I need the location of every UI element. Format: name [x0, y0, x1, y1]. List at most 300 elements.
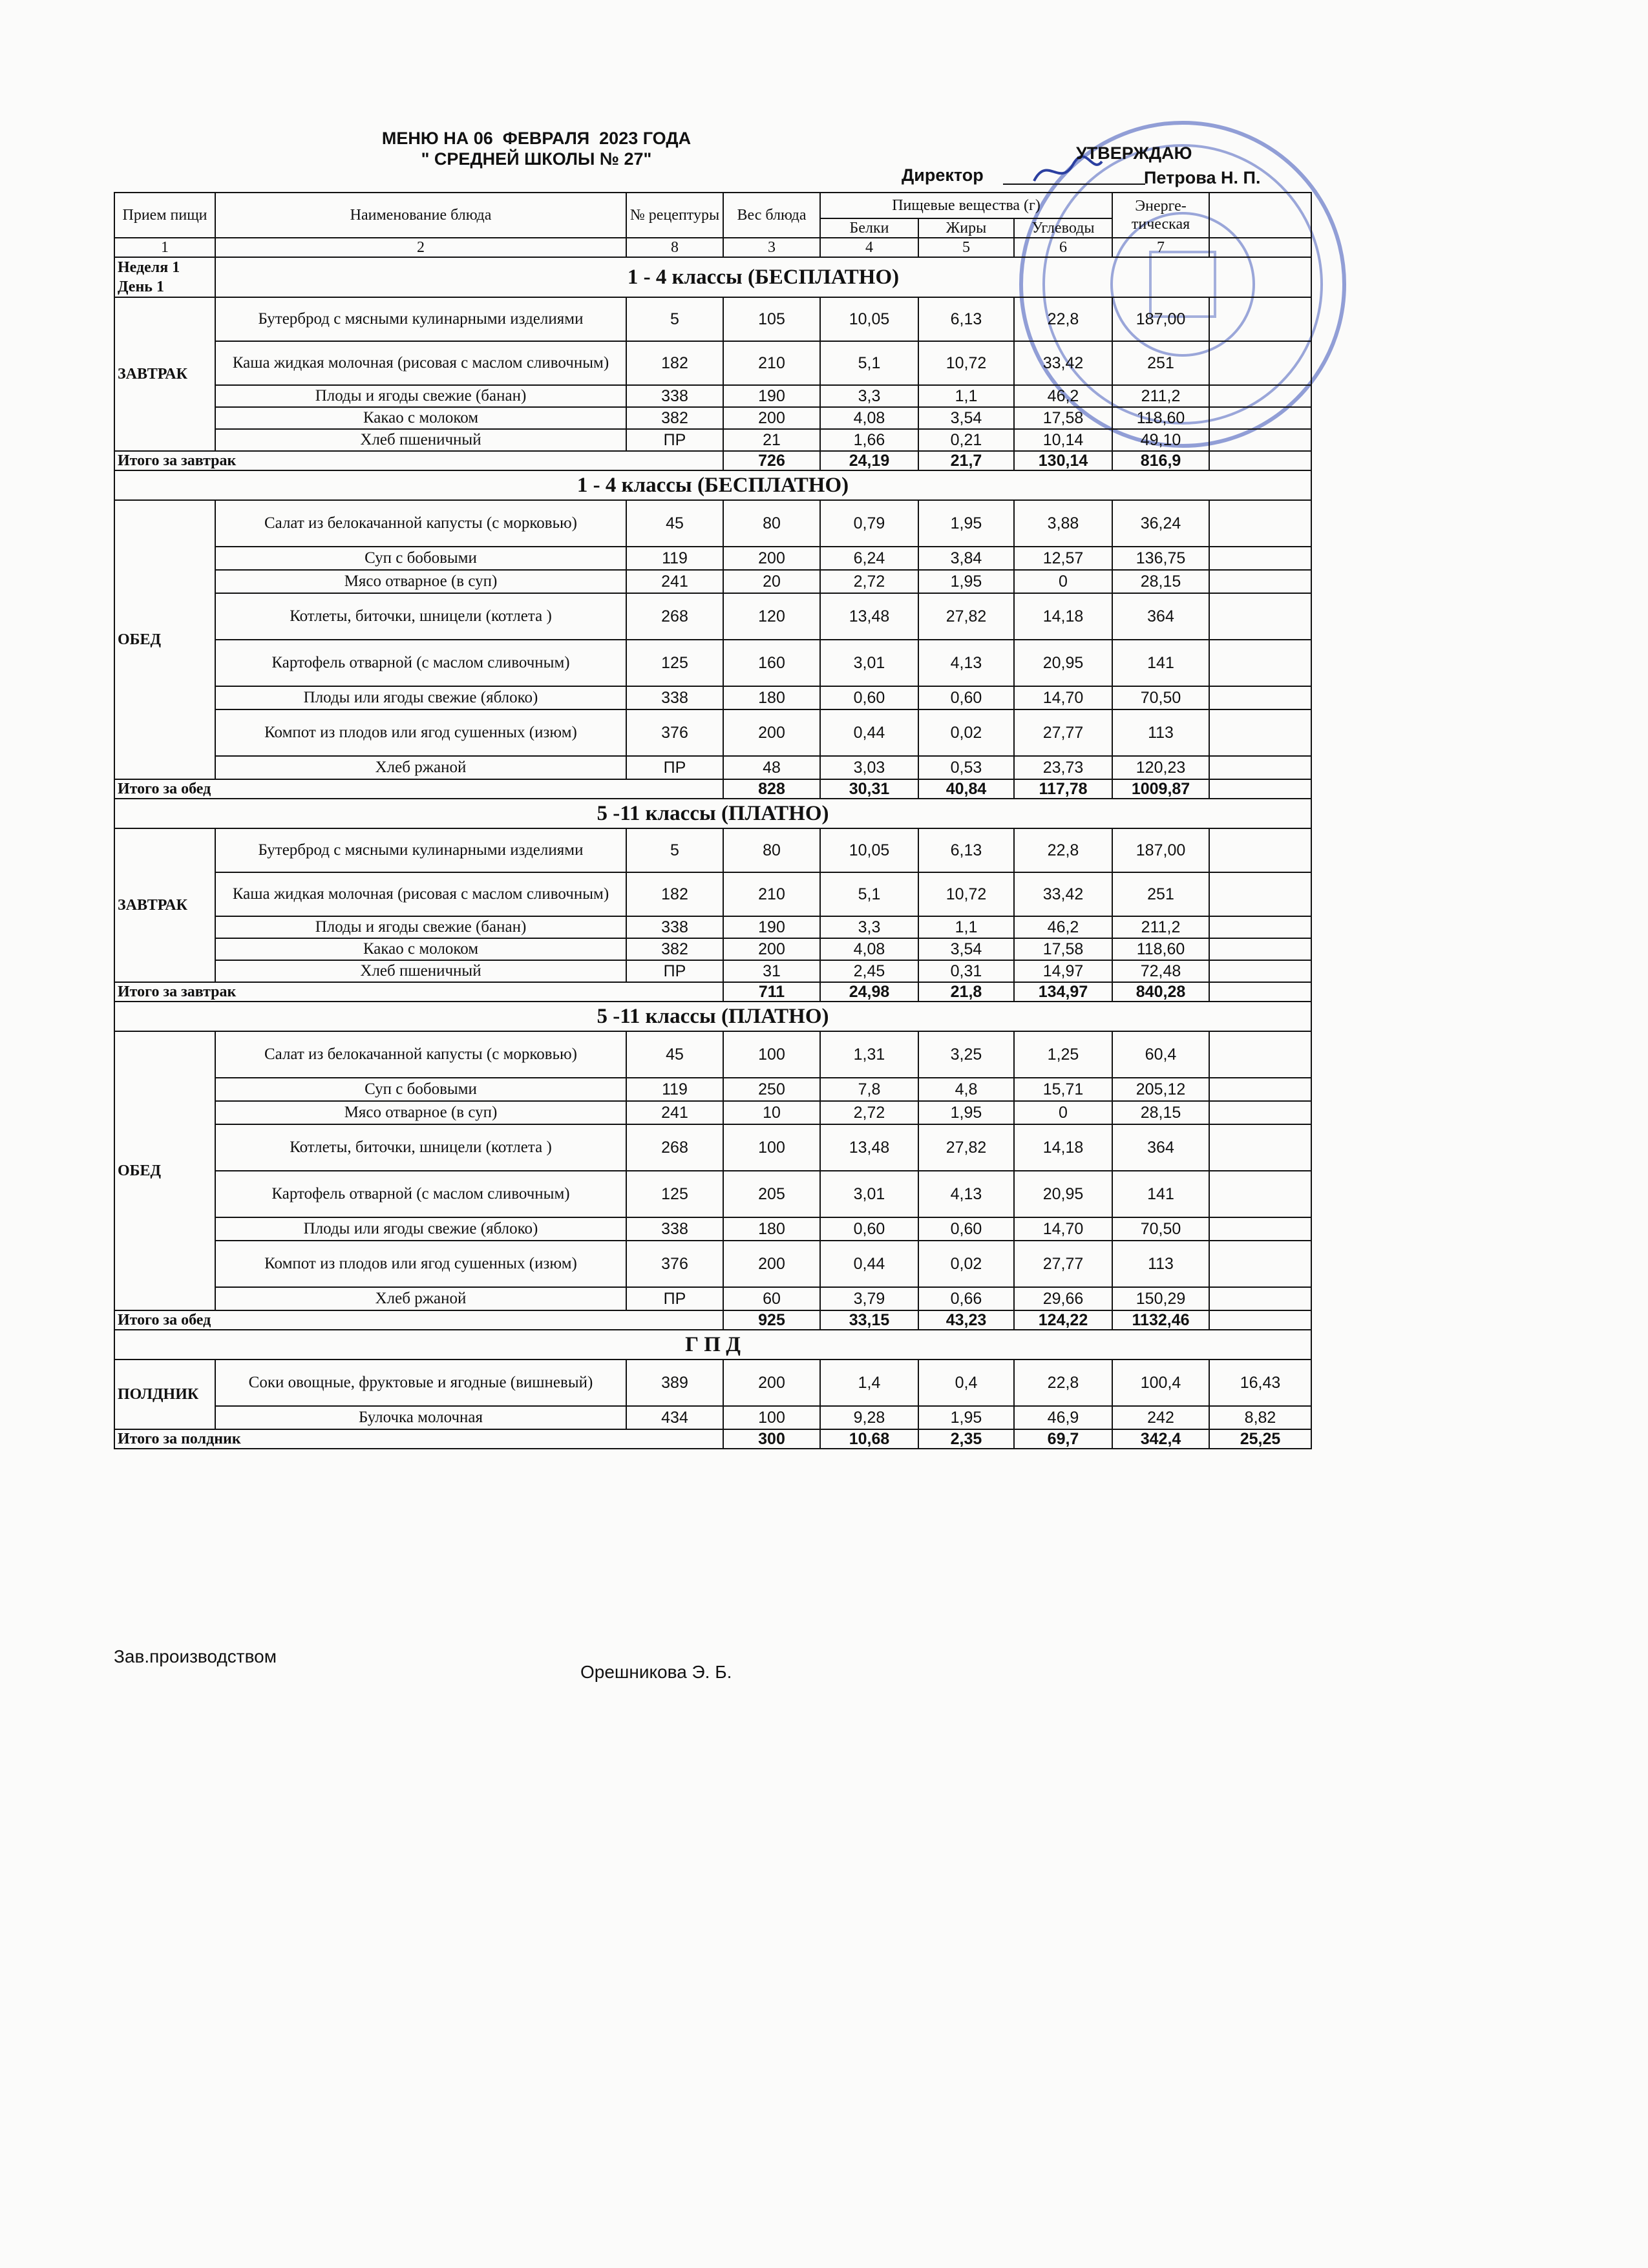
total-row — [114, 451, 1311, 470]
header-protein: Белки — [820, 218, 918, 238]
menu-row — [114, 1287, 1311, 1310]
document-title — [336, 128, 737, 169]
total-row — [114, 779, 1311, 799]
protein: 0,44 — [820, 1241, 918, 1287]
carbs: 14,18 — [1014, 1124, 1112, 1171]
empty-cell — [1209, 297, 1311, 341]
empty-cell — [1209, 756, 1311, 779]
dish-name: Булочка молочная — [215, 1406, 626, 1429]
total-label: Итого за обед — [114, 779, 723, 799]
energy: 120,23 — [1112, 756, 1209, 779]
protein: 2,72 — [820, 570, 918, 593]
dish-name: Мясо отварное (в суп) — [215, 1101, 626, 1124]
recipe-number: 45 — [626, 1031, 723, 1078]
energy: 60,4 — [1112, 1031, 1209, 1078]
carbs: 27,77 — [1014, 1241, 1112, 1287]
menu-row — [114, 407, 1311, 429]
carbs: 22,8 — [1014, 1360, 1112, 1406]
recipe-number: 382 — [626, 407, 723, 429]
header-dish: Наименование блюда — [215, 193, 626, 238]
recipe-number: 241 — [626, 570, 723, 593]
dish-name: Каша жидкая молочная (рисовая с маслом сливочным) — [215, 341, 626, 385]
protein: 10,05 — [820, 828, 918, 872]
dish-weight: 210 — [723, 341, 820, 385]
recipe-number: 338 — [626, 385, 723, 407]
empty-cell — [1209, 1124, 1311, 1171]
energy: 187,00 — [1112, 297, 1209, 341]
menu-row — [114, 429, 1311, 451]
recipe-number: 5 — [626, 297, 723, 341]
section-title: 5 -11 классы (ПЛАТНО) — [114, 1002, 1311, 1031]
empty-cell — [1209, 385, 1311, 407]
header-recipe: № рецептуры — [626, 193, 723, 238]
protein: 1,31 — [820, 1031, 918, 1078]
energy: 28,15 — [1112, 570, 1209, 593]
header-carbs: Углеводы — [1014, 218, 1112, 238]
lunch-free-group — [114, 500, 1311, 779]
meal-label: ОБЕД — [114, 1031, 215, 1310]
recipe-number: 45 — [626, 500, 723, 547]
energy: 242 — [1112, 1406, 1209, 1429]
protein: 0,60 — [820, 1217, 918, 1241]
dish-weight: 60 — [723, 1287, 820, 1310]
fat: 1,1 — [918, 385, 1014, 407]
protein: 0,79 — [820, 500, 918, 547]
energy: 211,2 — [1112, 916, 1209, 938]
empty-cell — [1209, 429, 1311, 451]
total-row — [114, 1429, 1311, 1449]
section-row-paid-1 — [114, 799, 1311, 828]
menu-row — [114, 570, 1311, 593]
empty-cell — [1209, 938, 1311, 960]
total-energy: 1009,87 — [1112, 779, 1209, 799]
protein: 2,45 — [820, 960, 918, 982]
dish-weight: 105 — [723, 297, 820, 341]
total-label: Итого за завтрак — [114, 451, 723, 470]
empty-cell — [1209, 1101, 1311, 1124]
menu-row — [114, 1171, 1311, 1217]
dish-weight: 80 — [723, 828, 820, 872]
lunch-paid-total — [114, 1310, 1311, 1330]
dish-weight: 160 — [723, 640, 820, 686]
header-fat: Жиры — [918, 218, 1014, 238]
protein: 13,48 — [820, 1124, 918, 1171]
protein: 6,24 — [820, 547, 918, 570]
energy: 364 — [1112, 1124, 1209, 1171]
menu-row — [114, 500, 1311, 547]
production-manager-name: Орешникова Э. Б. — [580, 1662, 732, 1682]
menu-row — [114, 938, 1311, 960]
total-protein: 10,68 — [820, 1429, 918, 1449]
energy: 70,50 — [1112, 1217, 1209, 1241]
fat: 4,8 — [918, 1078, 1014, 1101]
carbs: 0 — [1014, 1101, 1112, 1124]
carbs: 20,95 — [1014, 1171, 1112, 1217]
fat: 1,95 — [918, 1101, 1014, 1124]
menu-row — [114, 385, 1311, 407]
empty-cell — [1209, 916, 1311, 938]
energy: 118,60 — [1112, 407, 1209, 429]
recipe-number: ПР — [626, 756, 723, 779]
fat: 4,13 — [918, 1171, 1014, 1217]
menu-row — [114, 547, 1311, 570]
fat: 10,72 — [918, 872, 1014, 916]
dish-name: Плоды и ягоды свежие (банан) — [215, 385, 626, 407]
total-extra: 25,25 — [1209, 1429, 1311, 1449]
approve-label: УТВЕРЖДАЮ — [1076, 143, 1192, 163]
recipe-number: ПР — [626, 429, 723, 451]
dish-weight: 200 — [723, 1360, 820, 1406]
energy: 205,12 — [1112, 1078, 1209, 1101]
fat: 1,95 — [918, 1406, 1014, 1429]
empty-cell — [1209, 570, 1311, 593]
total-weight: 726 — [723, 451, 820, 470]
dish-name: Суп с бобовыми — [215, 1078, 626, 1101]
empty-cell — [1209, 1171, 1311, 1217]
empty-cell — [1209, 1287, 1311, 1310]
energy: 36,24 — [1112, 500, 1209, 547]
dish-name: Плоды или ягоды свежие (яблоко) — [215, 686, 626, 709]
carbs: 23,73 — [1014, 756, 1112, 779]
protein: 3,79 — [820, 1287, 918, 1310]
dish-name: Мясо отварное (в суп) — [215, 570, 626, 593]
fat: 6,13 — [918, 297, 1014, 341]
menu-row — [114, 1406, 1311, 1429]
dish-weight: 250 — [723, 1078, 820, 1101]
fat: 3,54 — [918, 407, 1014, 429]
extra: 16,43 — [1209, 1360, 1311, 1406]
total-fat: 21,8 — [918, 982, 1014, 1002]
energy: 28,15 — [1112, 1101, 1209, 1124]
approval-block — [902, 143, 1289, 189]
total-label: Итого за обед — [114, 1310, 723, 1330]
recipe-number: 268 — [626, 1124, 723, 1171]
energy: 49,10 — [1112, 429, 1209, 451]
title-line-1: МЕНЮ НА 06 ФЕВРАЛЯ 2023 ГОДА — [381, 129, 692, 148]
breakfast-free-group — [114, 297, 1311, 451]
carbs: 14,18 — [1014, 593, 1112, 640]
fat: 0,02 — [918, 1241, 1014, 1287]
empty-cell — [1209, 828, 1311, 872]
fat: 10,72 — [918, 341, 1014, 385]
menu-row — [114, 709, 1311, 756]
carbs: 27,77 — [1014, 709, 1112, 756]
recipe-number: 125 — [626, 1171, 723, 1217]
recipe-number: 119 — [626, 547, 723, 570]
recipe-number: 182 — [626, 872, 723, 916]
total-energy: 816,9 — [1112, 451, 1209, 470]
total-energy: 840,28 — [1112, 982, 1209, 1002]
fat: 0,66 — [918, 1287, 1014, 1310]
dish-name: Картофель отварной (с маслом сливочным) — [215, 640, 626, 686]
carbs: 14,70 — [1014, 686, 1112, 709]
menu-row — [114, 1241, 1311, 1287]
protein: 1,4 — [820, 1360, 918, 1406]
menu-row — [114, 960, 1311, 982]
energy: 150,29 — [1112, 1287, 1209, 1310]
total-carbs: 69,7 — [1014, 1429, 1112, 1449]
total-label: Итого за завтрак — [114, 982, 723, 1002]
extra: 8,82 — [1209, 1406, 1311, 1429]
protein: 13,48 — [820, 593, 918, 640]
total-protein: 33,15 — [820, 1310, 918, 1330]
carbs: 22,8 — [1014, 828, 1112, 872]
total-weight: 925 — [723, 1310, 820, 1330]
total-energy: 1132,46 — [1112, 1310, 1209, 1330]
dish-name: Плоды и ягоды свежие (банан) — [215, 916, 626, 938]
protein: 0,44 — [820, 709, 918, 756]
director-label: Директор — [902, 165, 984, 185]
total-row — [114, 1310, 1311, 1330]
recipe-number: 376 — [626, 709, 723, 756]
recipe-number: 338 — [626, 686, 723, 709]
empty-cell — [1209, 960, 1311, 982]
recipe-number: 382 — [626, 938, 723, 960]
section-row-free-1 — [114, 257, 1311, 297]
fat: 0,31 — [918, 960, 1014, 982]
carbs: 12,57 — [1014, 547, 1112, 570]
lunch-free-total — [114, 779, 1311, 799]
carbs: 29,66 — [1014, 1287, 1112, 1310]
protein: 2,72 — [820, 1101, 918, 1124]
section-title: 1 - 4 классы (БЕСПЛАТНО) — [215, 257, 1311, 297]
fat: 3,54 — [918, 938, 1014, 960]
fat: 27,82 — [918, 593, 1014, 640]
menu-row — [114, 1360, 1311, 1406]
recipe-number: 376 — [626, 1241, 723, 1287]
protein: 3,3 — [820, 385, 918, 407]
header-weight: Вес блюда — [723, 193, 820, 238]
empty-cell — [1209, 982, 1311, 1002]
total-carbs: 130,14 — [1014, 451, 1112, 470]
menu-row — [114, 640, 1311, 686]
protein: 3,01 — [820, 1171, 918, 1217]
total-fat: 2,35 — [918, 1429, 1014, 1449]
dish-name: Хлеб пшеничный — [215, 960, 626, 982]
energy: 100,4 — [1112, 1360, 1209, 1406]
total-fat: 21,7 — [918, 451, 1014, 470]
empty-cell — [1209, 709, 1311, 756]
protein: 5,1 — [820, 341, 918, 385]
empty-cell — [1209, 1241, 1311, 1287]
recipe-number: ПР — [626, 1287, 723, 1310]
snack-group — [114, 1360, 1311, 1429]
section-row-free-2 — [114, 470, 1311, 500]
menu-row — [114, 686, 1311, 709]
menu-row — [114, 593, 1311, 640]
recipe-number: 241 — [626, 1101, 723, 1124]
header-meal: Прием пищи — [114, 193, 215, 238]
dish-weight: 100 — [723, 1124, 820, 1171]
total-label: Итого за полдник — [114, 1429, 723, 1449]
fat: 3,84 — [918, 547, 1014, 570]
menu-row — [114, 1101, 1311, 1124]
dish-weight: 100 — [723, 1031, 820, 1078]
total-protein: 30,31 — [820, 779, 918, 799]
fat: 4,13 — [918, 640, 1014, 686]
recipe-number: 182 — [626, 341, 723, 385]
protein: 4,08 — [820, 407, 918, 429]
recipe-number: 389 — [626, 1360, 723, 1406]
recipe-number: 338 — [626, 916, 723, 938]
empty-cell — [1209, 1078, 1311, 1101]
recipe-number: 125 — [626, 640, 723, 686]
protein: 7,8 — [820, 1078, 918, 1101]
fat: 0,53 — [918, 756, 1014, 779]
week-day-label: Неделя 1 День 1 — [114, 257, 215, 297]
empty-cell — [1209, 1031, 1311, 1078]
fat: 1,95 — [918, 500, 1014, 547]
dish-weight: 180 — [723, 686, 820, 709]
carbs: 0 — [1014, 570, 1112, 593]
empty-cell — [1209, 500, 1311, 547]
total-fat: 43,23 — [918, 1310, 1014, 1330]
recipe-number: 434 — [626, 1406, 723, 1429]
section-title: Г П Д — [114, 1330, 1311, 1360]
dish-name: Какао с молоком — [215, 938, 626, 960]
empty-cell — [1209, 872, 1311, 916]
carbs: 33,42 — [1014, 872, 1112, 916]
dish-weight: 20 — [723, 570, 820, 593]
dish-weight: 200 — [723, 938, 820, 960]
carbs: 10,14 — [1014, 429, 1112, 451]
dish-name: Хлеб ржаной — [215, 756, 626, 779]
dish-name: Хлеб пшеничный — [215, 429, 626, 451]
energy: 187,00 — [1112, 828, 1209, 872]
dish-weight: 200 — [723, 709, 820, 756]
dish-weight: 210 — [723, 872, 820, 916]
fat: 0,21 — [918, 429, 1014, 451]
dish-name: Каша жидкая молочная (рисовая с маслом сливочным) — [215, 872, 626, 916]
protein: 5,1 — [820, 872, 918, 916]
carbs: 46,2 — [1014, 916, 1112, 938]
title-line-2: " СРЕДНЕЙ ШКОЛЫ № 27" — [421, 149, 652, 169]
empty-cell — [1209, 1310, 1311, 1330]
menu-row — [114, 872, 1311, 916]
energy: 251 — [1112, 341, 1209, 385]
dish-name: Хлеб ржаной — [215, 1287, 626, 1310]
snack-total — [114, 1429, 1311, 1449]
dish-name: Бутерброд с мясными кулинарными изделиями — [215, 297, 626, 341]
protein: 4,08 — [820, 938, 918, 960]
dish-name: Бутерброд с мясными кулинарными изделиями — [215, 828, 626, 872]
dish-name: Компот из плодов или ягод сушенных (изюм) — [215, 709, 626, 756]
carbs: 22,8 — [1014, 297, 1112, 341]
section-row-paid-2 — [114, 1002, 1311, 1031]
protein: 3,01 — [820, 640, 918, 686]
carbs: 3,88 — [1014, 500, 1112, 547]
dish-weight: 205 — [723, 1171, 820, 1217]
empty-cell — [1209, 1217, 1311, 1241]
dish-name: Котлеты, биточки, шницели (котлета ) — [215, 1124, 626, 1171]
total-weight: 300 — [723, 1429, 820, 1449]
total-weight: 711 — [723, 982, 820, 1002]
protein: 0,60 — [820, 686, 918, 709]
energy: 136,75 — [1112, 547, 1209, 570]
section-title: 5 -11 классы (ПЛАТНО) — [114, 799, 1311, 828]
recipe-number: 338 — [626, 1217, 723, 1241]
total-carbs: 117,78 — [1014, 779, 1112, 799]
total-protein: 24,98 — [820, 982, 918, 1002]
breakfast-paid-total — [114, 982, 1311, 1002]
energy: 113 — [1112, 709, 1209, 756]
empty-cell — [1209, 779, 1311, 799]
meal-label: ПОЛДНИК — [114, 1360, 215, 1429]
dish-weight: 80 — [723, 500, 820, 547]
fat: 27,82 — [918, 1124, 1014, 1171]
menu-row — [114, 1217, 1311, 1241]
dish-weight: 48 — [723, 756, 820, 779]
energy: 113 — [1112, 1241, 1209, 1287]
energy: 141 — [1112, 1171, 1209, 1217]
total-weight: 828 — [723, 779, 820, 799]
menu-row — [114, 1124, 1311, 1171]
dish-weight: 200 — [723, 1241, 820, 1287]
carbs: 46,2 — [1014, 385, 1112, 407]
total-protein: 24,19 — [820, 451, 918, 470]
fat: 0,60 — [918, 686, 1014, 709]
recipe-number: ПР — [626, 960, 723, 982]
lunch-paid-group — [114, 1031, 1311, 1310]
fat: 1,1 — [918, 916, 1014, 938]
dish-name: Компот из плодов или ягод сушенных (изюм) — [215, 1241, 626, 1287]
header-nutrients: Пищевые вещества (г) — [820, 193, 1112, 218]
section-title: 1 - 4 классы (БЕСПЛАТНО) — [114, 470, 1311, 500]
energy: 118,60 — [1112, 938, 1209, 960]
dish-name: Салат из белокачанной капусты (с морковью) — [215, 1031, 626, 1078]
total-energy: 342,4 — [1112, 1429, 1209, 1449]
carbs: 17,58 — [1014, 407, 1112, 429]
dish-name: Плоды или ягоды свежие (яблоко) — [215, 1217, 626, 1241]
recipe-number: 5 — [626, 828, 723, 872]
menu-table — [114, 192, 1312, 1449]
dish-name: Картофель отварной (с маслом сливочным) — [215, 1171, 626, 1217]
total-carbs: 134,97 — [1014, 982, 1112, 1002]
fat: 1,95 — [918, 570, 1014, 593]
menu-row — [114, 341, 1311, 385]
production-manager-label: Зав.производством — [114, 1646, 277, 1666]
empty-cell — [1209, 547, 1311, 570]
carbs: 33,42 — [1014, 341, 1112, 385]
energy: 72,48 — [1112, 960, 1209, 982]
meal-label: ЗАВТРАК — [114, 828, 215, 982]
energy: 141 — [1112, 640, 1209, 686]
dish-name: Салат из белокачанной капусты (с морковью) — [215, 500, 626, 547]
dish-weight: 180 — [723, 1217, 820, 1241]
fat: 0,4 — [918, 1360, 1014, 1406]
empty-cell — [1209, 341, 1311, 385]
breakfast-free-total — [114, 451, 1311, 470]
column-numbers-row: 1 2 8 3 4 5 6 7 — [114, 238, 1311, 257]
meal-label: ОБЕД — [114, 500, 215, 779]
dish-name: Соки овощные, фруктовые и ягодные (вишневый) — [215, 1360, 626, 1406]
menu-row — [114, 297, 1311, 341]
protein: 1,66 — [820, 429, 918, 451]
total-carbs: 124,22 — [1014, 1310, 1112, 1330]
dish-weight: 31 — [723, 960, 820, 982]
dish-name: Какао с молоком — [215, 407, 626, 429]
empty-cell — [1209, 451, 1311, 470]
carbs: 20,95 — [1014, 640, 1112, 686]
dish-weight: 200 — [723, 407, 820, 429]
fat: 0,60 — [918, 1217, 1014, 1241]
menu-row — [114, 1031, 1311, 1078]
dish-weight: 120 — [723, 593, 820, 640]
menu-row — [114, 828, 1311, 872]
fat: 0,02 — [918, 709, 1014, 756]
carbs: 15,71 — [1014, 1078, 1112, 1101]
director-name: Петрова Н. П. — [1144, 168, 1261, 187]
